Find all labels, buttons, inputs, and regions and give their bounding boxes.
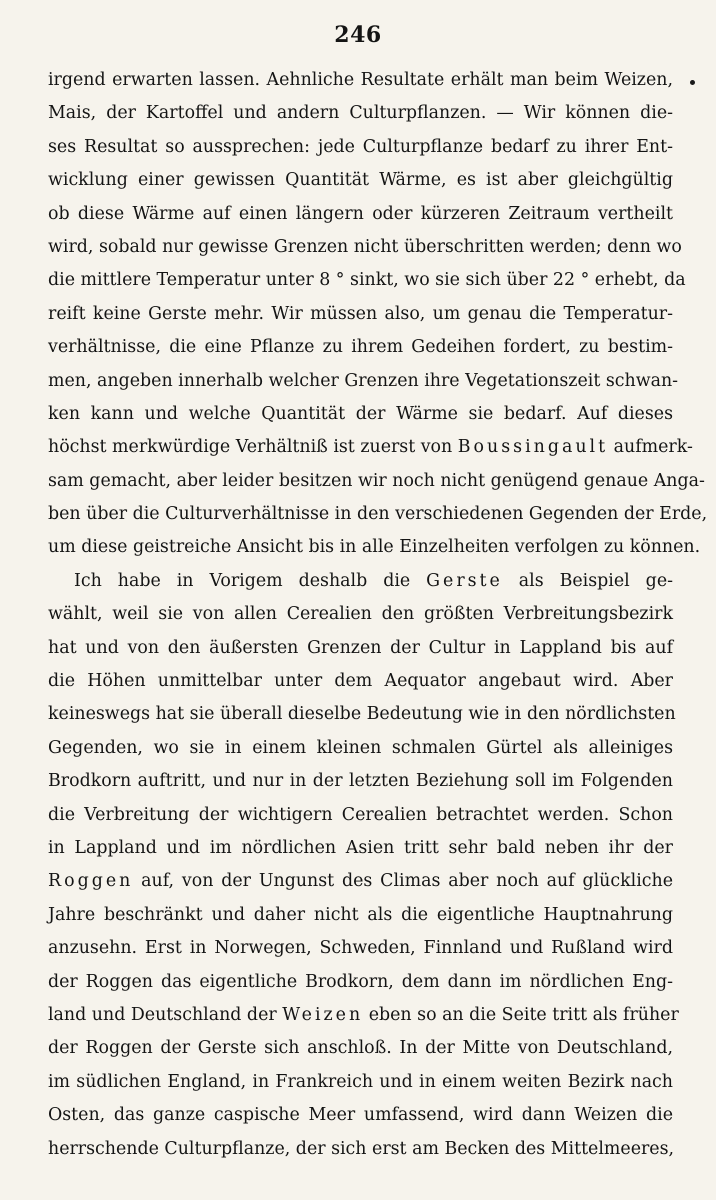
text-line: die Höhen unmittelbar unter dem Aequator angebaut wird. Aber [48,671,673,692]
text-line: ob diese Wärme auf einen längern oder kürzeren Zeitraum vertheilt [48,203,673,224]
text-line: der Roggen das eigentliche Brodkorn, dem dann im nördlichen Eng- [48,971,673,992]
text-line: Jahre beschränkt und daher nicht als die eigentliche Hauptnahrung [48,904,673,925]
text-line: land und Deutschland der Weizen eben so an die Seite tritt als früher [48,1004,679,1025]
page-number: 246 [334,22,382,48]
text-line: ses Resultat so aussprechen: jede Culturpflanze bedarf zu ihrer Ent- [48,136,673,157]
text-line: irgend erwarten lassen. Aehnliche Resultate erhält man beim Weizen, [48,70,673,90]
text-line: höchst merkwürdige Verhältniß ist zuerst von Boussingault aufmerk- [48,437,693,458]
text-line: die Verbreitung der wichtigern Cerealien betrachtet werden. Schon [48,804,673,825]
text-line: keineswegs hat sie überall dieselbe Bedeutung wie in den nördlichsten [48,704,676,725]
text-line: der Roggen der Gerste sich anschloß. In der Mitte von Deutschland, [48,1038,673,1059]
text-line: herrschende Culturpflanze, der sich erst am Becken des Mittelmeeres, [48,1138,675,1159]
paragraph-2 [48,565,679,1166]
text-line: hat und von den äußersten Grenzen der Cultur in Lappland bis auf [48,637,673,658]
text-line: Roggen auf, von der Ungunst des Climas aber noch auf glückliche [48,871,673,892]
text-line: reift keine Gerste mehr. Wir müssen also, um genau die Temperatur- [48,303,673,324]
text-line: anzusehn. Erst in Norwegen, Schweden, Finnland und Rußland wird [48,938,673,959]
text-line: wird, sobald nur gewisse Grenzen nicht überschritten werden; denn wo [48,236,682,257]
text-line: die mittlere Temperatur unter 8 ° sinkt, wo sie sich über 22 ° erhebt, da [48,270,686,291]
text-line: in Lappland und im nördlichen Asien tritt sehr bald neben ihr der [48,837,673,858]
emphasized-term: Weizen [282,1004,364,1025]
margin-mark [690,80,695,85]
body-text [48,64,708,1166]
paragraph-1 [48,64,708,565]
text-line: men, angeben innerhalb welcher Grenzen ihre Vegetationszeit schwan- [48,370,679,391]
text-line: sam gemacht, aber leider besitzen wir noch nicht genügend genaue Anga- [48,470,705,491]
text-line: verhältnisse, die eine Pflanze zu ihrem Gedeihen fordert, zu bestim- [48,337,673,358]
text-line: im südlichen England, in Frankreich und in einem weiten Bezirk nach [48,1071,673,1092]
text-line: Osten, das ganze caspische Meer umfassend, wird dann Weizen die [48,1105,673,1126]
text-line: wählt, weil sie von allen Cerealien den größten Verbreitungsbezirk [48,604,673,625]
text-line: Ich habe in Vorigem deshalb die Gerste als Beispiel ge- [74,570,673,591]
text-line: Brodkorn auftritt, und nur in der letzten Beziehung soll im Folgenden [48,771,673,792]
text-line: Gegenden, wo sie in einem kleinen schmalen Gürtel als alleiniges [48,737,673,758]
text-line: Mais, der Kartoffel und andern Culturpflanzen. — Wir können die- [48,103,673,124]
text-line: ken kann und welche Quantität der Wärme sie bedarf. Auf dieses [48,403,673,424]
emphasized-term: Gerste [426,570,503,591]
emphasized-term: Roggen [48,871,134,892]
text-line: ben über die Culturverhältnisse in den verschiedenen Gegenden der Erde, [48,504,708,525]
emphasized-term: Boussingault [457,437,609,458]
text-line: wicklung einer gewissen Quantität Wärme, es ist aber gleichgültig [48,170,673,191]
text-line: um diese geistreiche Ansicht bis in alle Einzelheiten verfolgen zu können. [48,537,701,558]
